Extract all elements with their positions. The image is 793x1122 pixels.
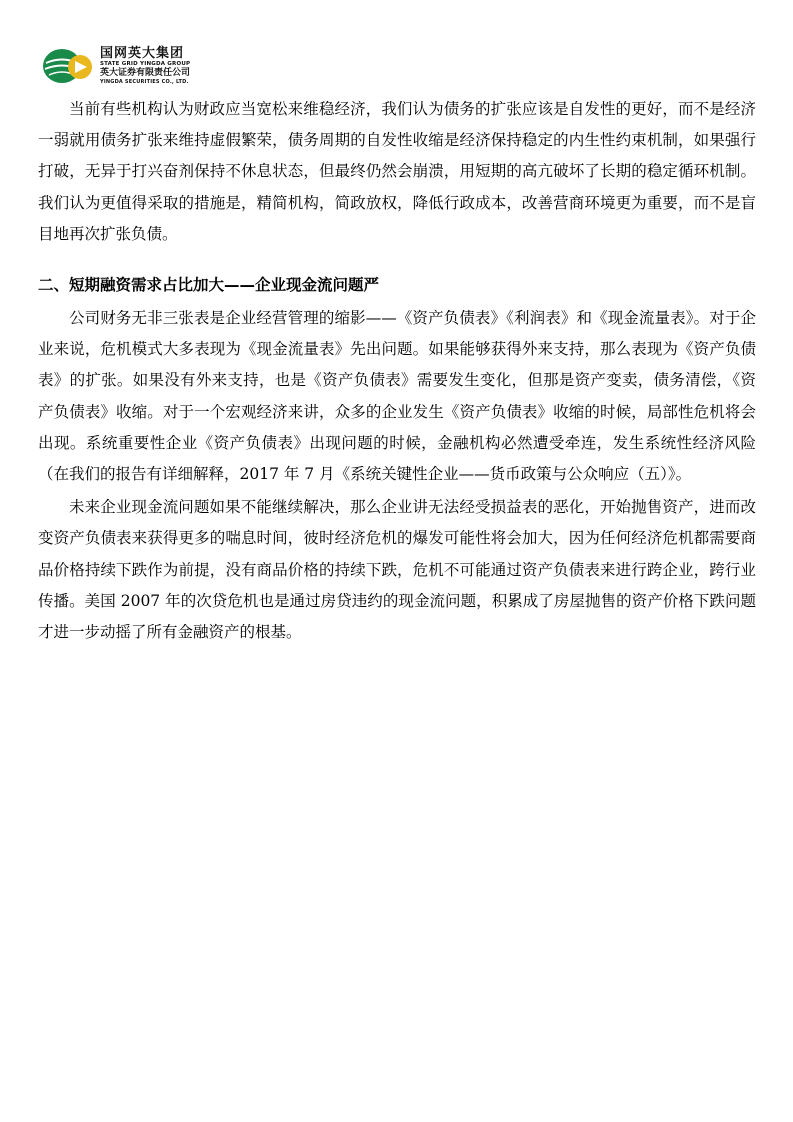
paragraph-fiscal-policy: 当前有些机构认为财政应当宽松来维稳经济，我们认为债务的扩张应该是自发性的更好，而不是经济一弱就用债务扩张来维持虚假繁荣，债务周期的自发性收缩是经济保持稳定的内生性约束机制，如果强行打破，无异于打兴奋剂保持不休息状态，但最终仍然会崩溃，用短期的高亢破坏了长期的稳定循环机制。我们认为更值得采取的措施是，精简机构，简政放权，降低行政成本，改善营商环境更为重要，而不是盲目地再次扩张负债。: [38, 100, 756, 243]
group-name-en: STATE GRID YINGDA GROUP: [100, 60, 191, 67]
document-body: [38, 94, 756, 648]
company-name-block: [100, 47, 190, 86]
section-heading-2: 二、短期融资需求占比加大——企业现金流问题严: [38, 276, 380, 295]
company-name-en: YINGDA SECURITIES CO., LTD.: [100, 79, 189, 86]
page-header: [40, 44, 190, 88]
paragraph-cash-flow-crisis: 未来企业现金流问题如果不能继续解决，那么企业讲无法经受损益表的恶化，开始抛售资产，进而改变资产负债表来获得更多的喘息时间，彼时经济危机的爆发可能性将会加大，因为任何经济危机都需要商品价格持续下跌作为前提，没有商品价格的持续下跌，危机不可能通过资产负债表来进行跨企业，跨行业传播。美国 2007 年的次贷危机也是通过房贷违约的现金流问题，积累成了房屋抛售的资产价格下跌问题才进一步动摇了所有金融资产的根基。: [38, 498, 756, 642]
group-name-cn: 国网英大集团: [100, 45, 185, 61]
state-grid-logo-icon: [40, 46, 96, 86]
paragraph-financial-statements: 公司财务无非三张表是企业经营管理的缩影——《资产负债表》《利润表》和《现金流量表》。对于企业来说，危机模式大多表现为《现金流量表》先出问题。如果能够获得外来支持，那么表现为《资产负债表》的扩张。如果没有外来支持，也是《资产负债表》需要发生变化，但那是资产变卖，债务清偿，《资产负债表》收缩。对于一个宏观经济来讲，众多的企业发生《资产负债表》收缩的时候，局部性危机将会出现。系统重要性企业《资产负债表》出现问题的时候，金融机构必然遭受牵连，发生系统性经济风险（在我们的报告有详细解释，2017 年 7 月《系统关键性企业——货币政策与公众响应（五）》。: [38, 309, 756, 484]
company-name-cn: 英大证券有限责任公司: [100, 68, 191, 79]
